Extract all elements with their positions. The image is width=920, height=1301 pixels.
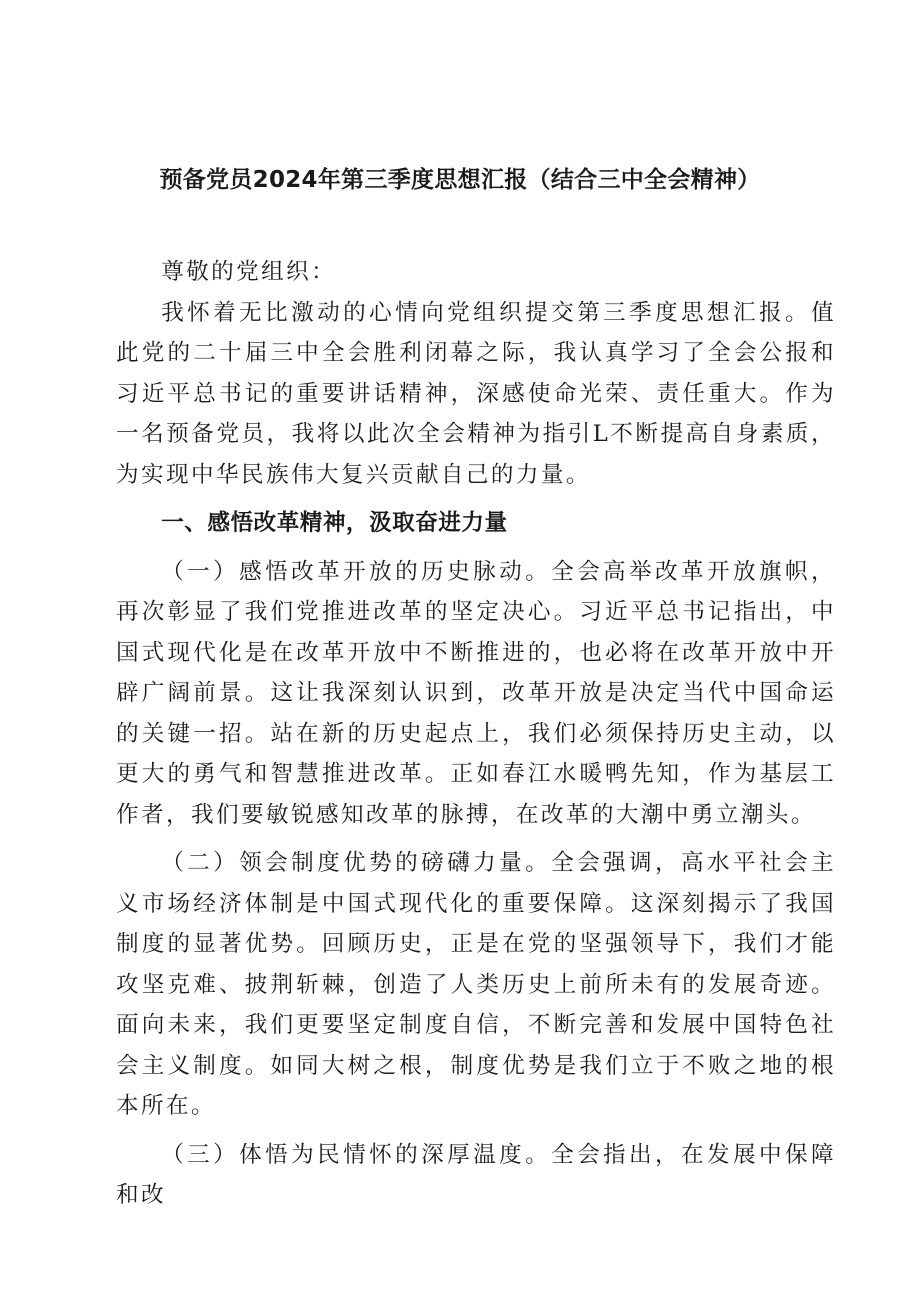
paragraph-3: （三）体悟为民情怀的深厚温度。全会指出，在发展中保障和改 xyxy=(116,1141,836,1208)
paragraph-1: （一）感悟改革开放的历史脉动。全会高举改革开放旗帜，再次彰显了我们党推进改革的坚定决心。习近平总书记指出，中国式现代化是在改革开放中不断推进的，也必将在改革开放中开辟广阔前景。这让我深刻认识到，改革开放是决定当代中国命运的关键一招。站在新的历史起点上，我们必须保持历史主动，以更大的勇气和智慧推进改革。正如春江水暖鸭先知，作为基层工作者，我们要敏锐感知改革的脉搏，在改革的大潮中勇立潮头。 xyxy=(116,558,836,828)
salutation: 尊敬的党组织： xyxy=(161,259,337,285)
section-heading: 一、感悟改革精神，汲取奋进力量 xyxy=(161,510,508,536)
paragraph-2: （二）领会制度优势的磅礴力量。全会强调，高水平社会主义市场经济体制是中国式现代化的重要保障。这深刻揭示了我国制度的显著优势。回顾历史，正是在党的坚强领导下，我们才能攻坚克难、披荆斩棘，创造了人类历史上前所未有的发展奇迹。面向未来，我们更要坚定制度自信，不断完善和发展中国特色社会主义制度。如同大树之根，制度优势是我们立于不败之地的根本所在。 xyxy=(116,850,836,1119)
intro-paragraph: 我怀着无比激动的心情向党组织提交第三季度思想汇报。值此党的二十届三中全会胜利闭幕之际，我认真学习了全会公报和习近平总书记的重要讲话精神，深感使命光荣、责任重大。作为一名预备党员，我将以此次全会精神为指引L不断提高自身素质，为实现中华民族伟大复兴贡献自己的力量。 xyxy=(116,299,836,488)
document-title: 预备党员2024年第三季度思想汇报（结合三中全会精神） xyxy=(159,167,761,193)
document-body xyxy=(116,252,836,1216)
